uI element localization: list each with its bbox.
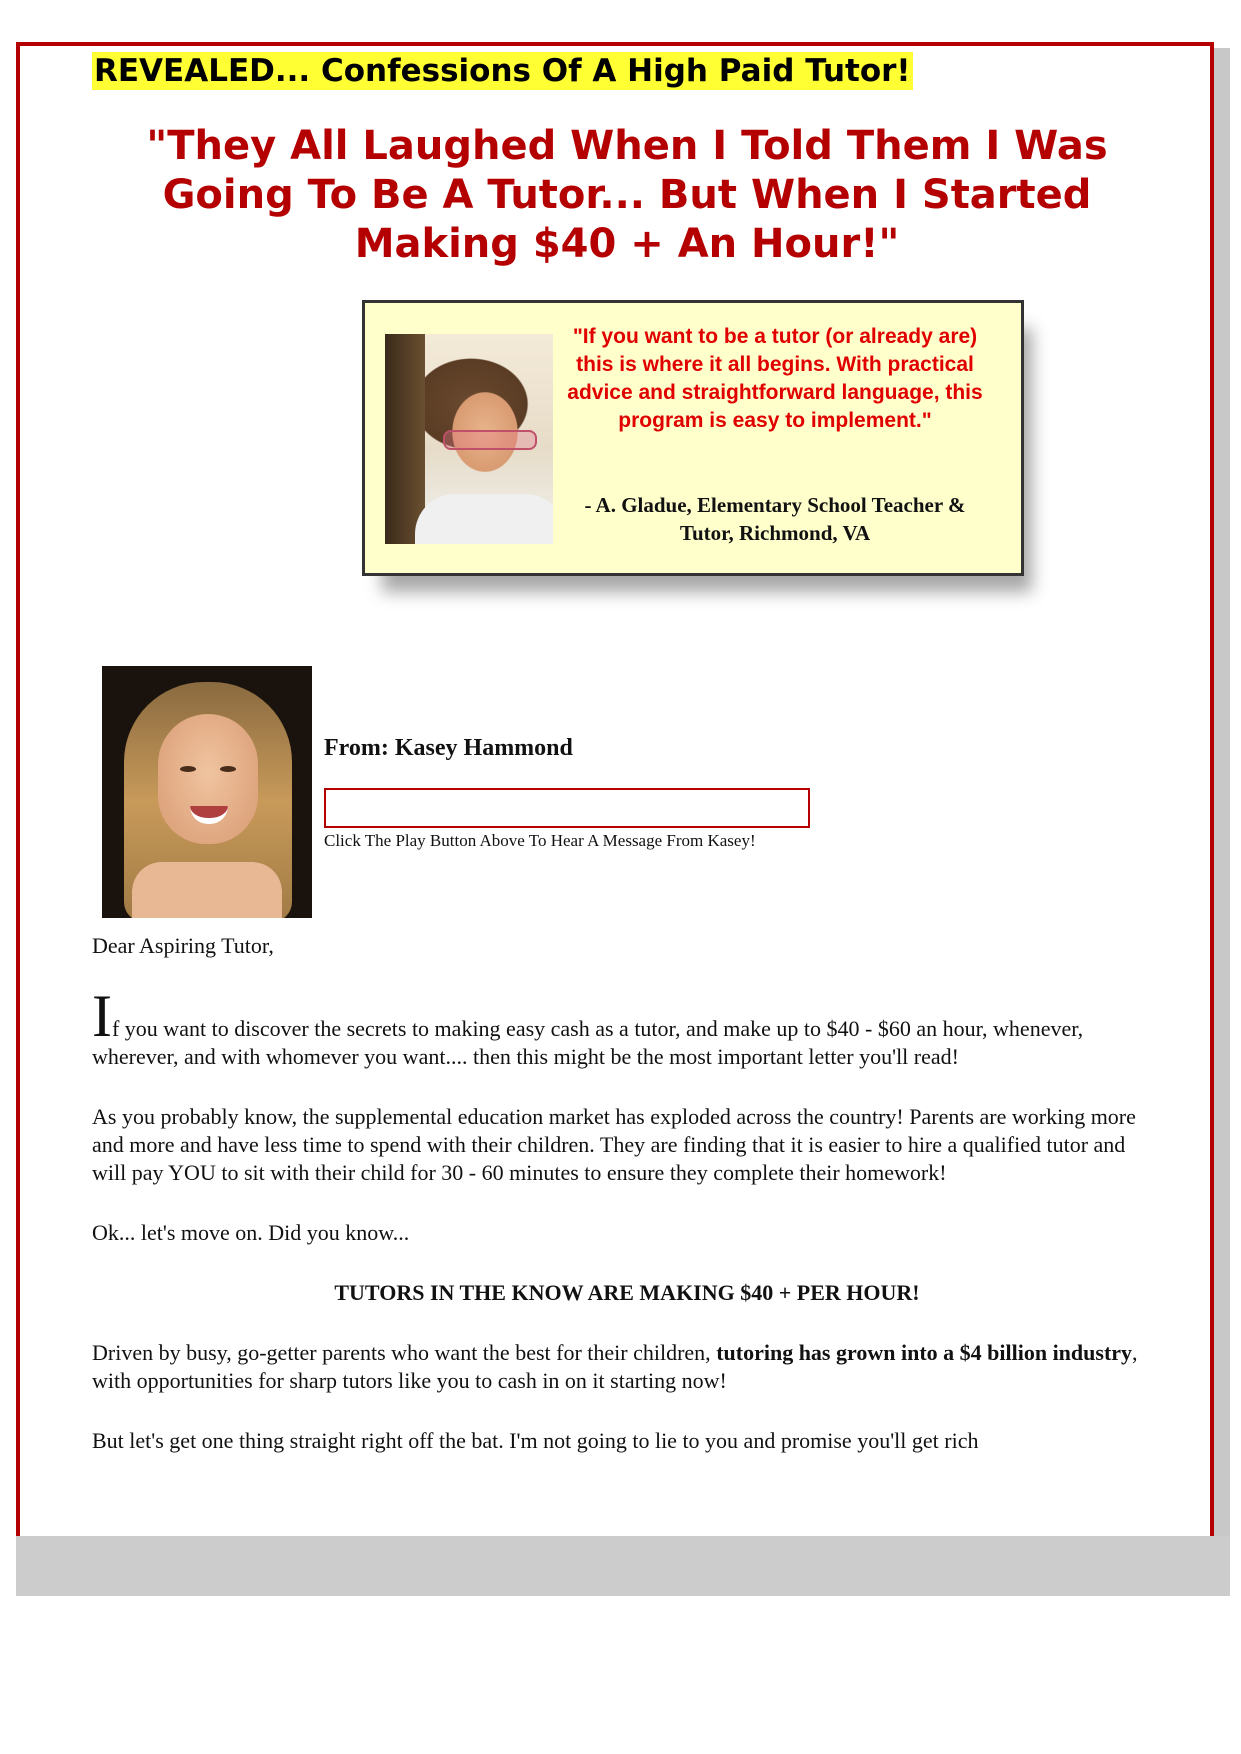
industry-highlight: tutoring has grown into a $4 billion industry bbox=[716, 1340, 1133, 1365]
paragraph-market: As you probably know, the supplemental education market has exploded across the country! Parents are working more and more and have less time to spend with their children. They are finding that it is easier to hire a qualified tutor and will pay YOU to sit with their child for 30 - 60 minutes to ensure they complete their homework! bbox=[92, 1104, 1136, 1185]
paragraph-industry: Driven by busy, go-getter parents who want the best for their children, tutoring has grown into a $4 billion industry, with opportunities for sharp tutors like you to cash in on it starting now! bbox=[92, 1340, 1138, 1393]
subheadline: TUTORS IN THE KNOW ARE MAKING $40 + PER HOUR! bbox=[334, 1280, 920, 1305]
page-shadow-right bbox=[1214, 48, 1230, 1538]
testimonial-box bbox=[362, 300, 1024, 576]
letter-body bbox=[92, 932, 1162, 1487]
author-photo bbox=[102, 666, 312, 918]
paragraph-intro bbox=[92, 983, 1162, 1071]
testimonial-photo bbox=[385, 334, 553, 544]
paragraph-honesty: But let's get one thing straight right off the bat. I'm not going to lie to you and promise you'll get rich bbox=[92, 1428, 979, 1453]
audio-player[interactable] bbox=[324, 788, 810, 828]
paragraph-intro-text: f you want to discover the secrets to making easy cash as a tutor, and make up to $40 - $60 an hour, whenever, wherever, and with whomever you want.... then this might be the most important letter you'll read! bbox=[92, 1016, 1084, 1069]
page-shadow-bottom bbox=[16, 1536, 1230, 1596]
author-from: From: Kasey Hammond bbox=[324, 735, 573, 761]
audio-player-caption: Click The Play Button Above To Hear A Message From Kasey! bbox=[324, 831, 756, 850]
testimonial-quote: "If you want to be a tutor (or already are) this is where it all begins. With practical advice and straightforward language, this program is easy to implement." bbox=[567, 325, 983, 432]
revealed-banner: REVEALED... Confessions Of A High Paid Tutor! bbox=[94, 53, 911, 89]
testimonial-attribution: - A. Gladue, Elementary School Teacher & Tutor, Richmond, VA bbox=[584, 493, 966, 545]
salutation: Dear Aspiring Tutor, bbox=[92, 933, 274, 958]
main-headline: "They All Laughed When I Told Them I Was Going To Be A Tutor... But When I Started Making $40 + An Hour!" bbox=[146, 123, 1108, 267]
sales-letter-page bbox=[16, 42, 1214, 1536]
drop-cap: I bbox=[92, 983, 112, 1049]
paragraph-moveon: Ok... let's move on. Did you know... bbox=[92, 1220, 410, 1245]
